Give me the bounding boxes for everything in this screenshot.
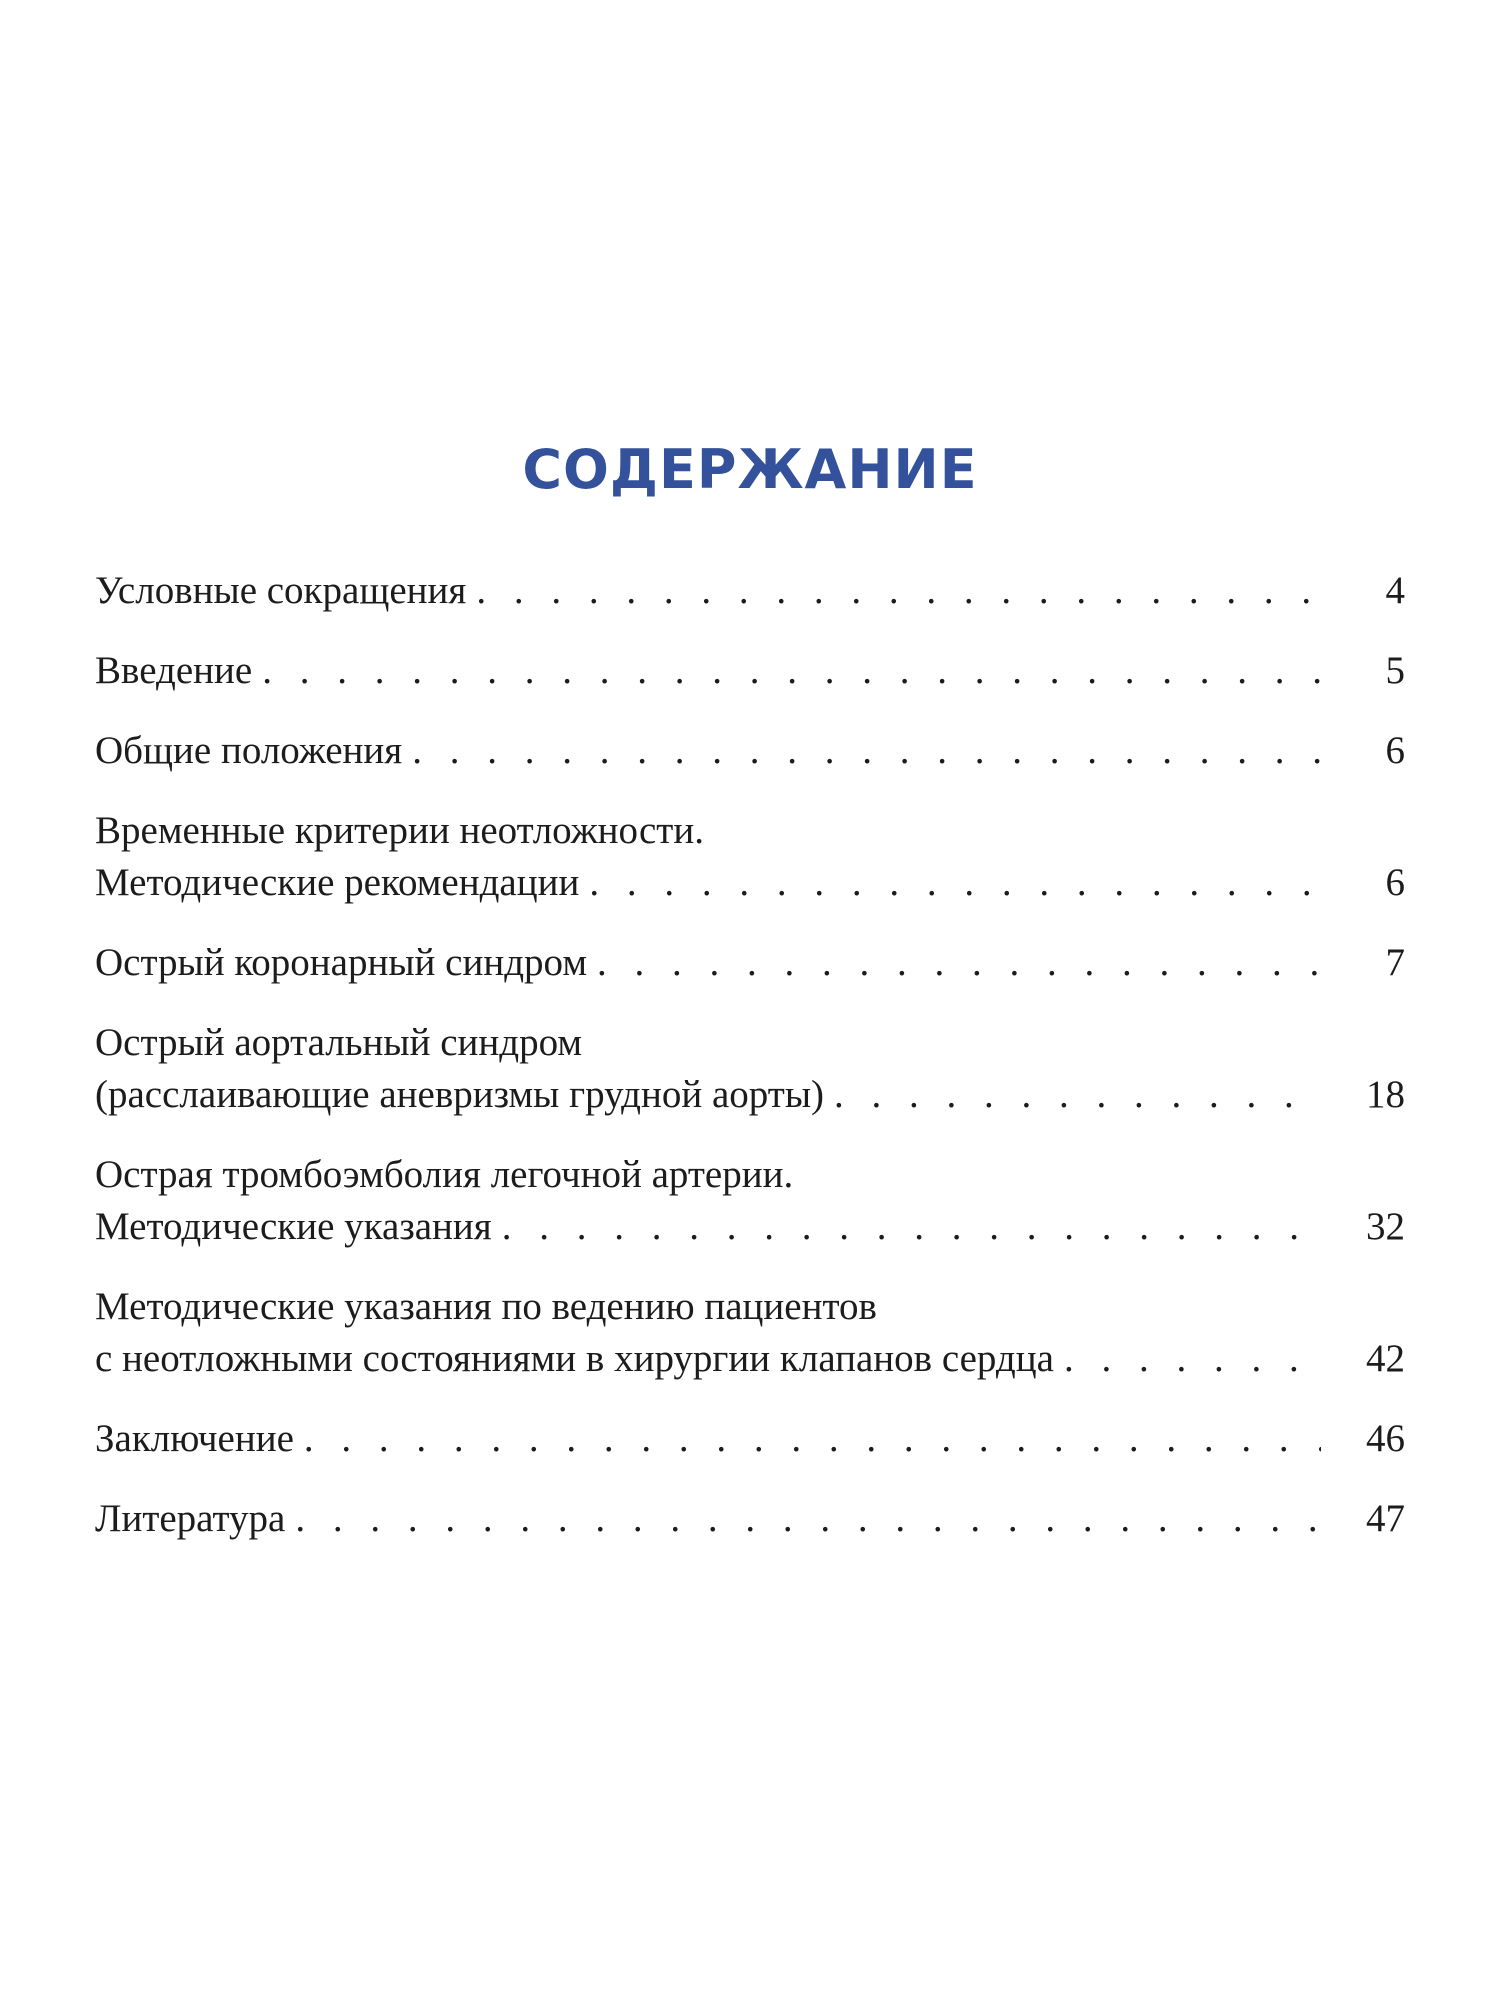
toc-entry-title-cont: Методические рекомендации [95, 861, 580, 904]
toc-entry-title: Острая тромбоэмболия легочной артерии. [95, 1153, 794, 1196]
toc-entry[interactable] [95, 1281, 1405, 1385]
toc-page-number: 5 [1385, 649, 1405, 692]
toc-line [95, 857, 1405, 909]
toc-entry[interactable] [95, 805, 1405, 909]
toc-entry-title-cont: с неотложными состояниями в хирургии клапанов сердца [95, 1337, 1054, 1380]
toc-line [95, 1493, 1405, 1545]
toc-entry-title: Введение [95, 649, 253, 692]
toc-entry[interactable] [95, 1017, 1405, 1121]
toc-page-number: 7 [1385, 941, 1405, 984]
toc-leader-dots [834, 1069, 1321, 1121]
toc-page-number: 6 [1385, 729, 1405, 772]
toc-entry-title: Литература [95, 1497, 286, 1540]
toc-line [95, 1413, 1405, 1465]
toc-entry-title: Методические указания по ведению пациентов [95, 1285, 877, 1328]
toc-line [95, 725, 1405, 777]
toc-page-number: 18 [1366, 1073, 1405, 1116]
toc-page-number: 47 [1366, 1497, 1405, 1540]
toc-leader-dots [412, 725, 1321, 777]
toc-entry[interactable] [95, 725, 1405, 777]
toc-leader-dots [262, 645, 1321, 697]
toc-line [95, 565, 1405, 617]
table-of-contents [95, 565, 1405, 1573]
toc-entry-title-cont: Методические указания [95, 1205, 492, 1248]
toc-page-number: 42 [1366, 1337, 1405, 1380]
toc-leader-dots [589, 857, 1321, 909]
toc-entry-title: Острый коронарный синдром [95, 941, 587, 984]
toc-leader-dots [304, 1413, 1321, 1465]
toc-leader-dots [476, 565, 1321, 617]
toc-page-number: 4 [1385, 569, 1405, 612]
toc-line [95, 1069, 1405, 1121]
toc-entry[interactable] [95, 1413, 1405, 1465]
toc-line [95, 1149, 1405, 1201]
toc-page-number: 32 [1366, 1205, 1405, 1248]
toc-leader-dots [1064, 1333, 1321, 1385]
toc-entry-title: Условные сокращения [95, 569, 467, 612]
toc-entry[interactable] [95, 1493, 1405, 1545]
toc-line [95, 937, 1405, 989]
toc-leader-dots [295, 1493, 1321, 1545]
toc-entry[interactable] [95, 565, 1405, 617]
toc-page-number: 46 [1366, 1417, 1405, 1460]
toc-entry-title: Общие положения [95, 729, 403, 772]
page-title: СОДЕРЖАНИЕ [522, 438, 978, 501]
toc-entry-title: Заключение [95, 1417, 294, 1460]
toc-line [95, 645, 1405, 697]
toc-entry[interactable] [95, 1149, 1405, 1253]
toc-line [95, 1333, 1405, 1385]
toc-line [95, 1201, 1405, 1253]
toc-page-number: 6 [1385, 861, 1405, 904]
toc-entry[interactable] [95, 937, 1405, 989]
toc-entry-title-cont: (расслаивающие аневризмы грудной аорты) [95, 1073, 825, 1116]
toc-entry-title: Временные критерии неотложности. [95, 809, 704, 852]
toc-leader-dots [502, 1201, 1321, 1253]
toc-entry-title: Острый аортальный синдром [95, 1021, 583, 1064]
toc-line [95, 1281, 1405, 1333]
toc-leader-dots [597, 937, 1321, 989]
toc-line [95, 805, 1405, 857]
toc-line [95, 1017, 1405, 1069]
toc-entry[interactable] [95, 645, 1405, 697]
